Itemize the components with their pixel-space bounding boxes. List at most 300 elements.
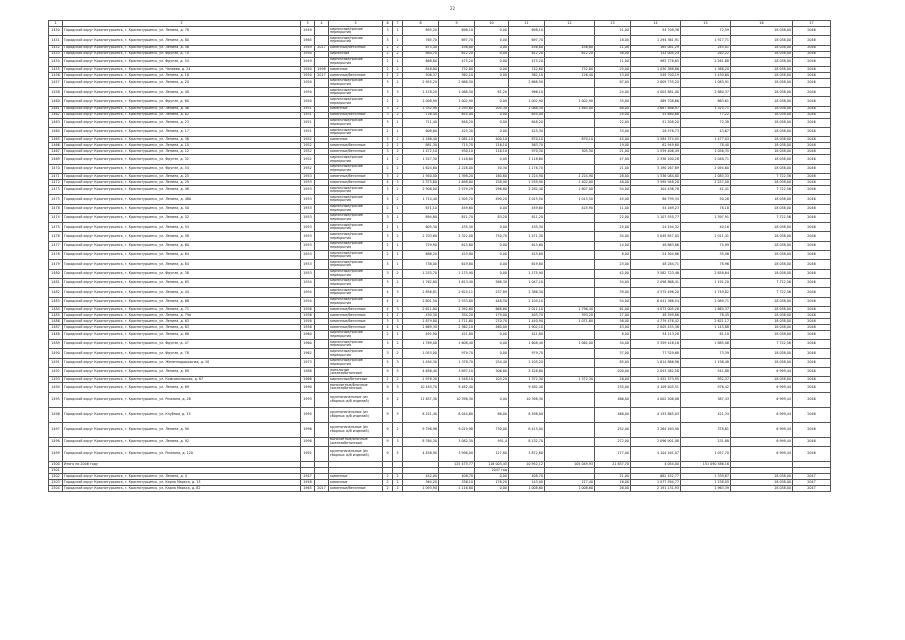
table-cell: 1475: [49, 195, 63, 204]
table-row: [49, 241, 831, 250]
column-number-header: 15: [681, 21, 731, 27]
table-cell: 2: [393, 392, 403, 407]
table-cell: 2 238,05: [681, 479, 731, 485]
table-cell: 2: [383, 330, 393, 339]
table-cell: 2: [393, 164, 403, 173]
table-cell: кирпичные/прочие перекрытия: [329, 288, 383, 297]
table-cell: кирпичные/прочие перекрытия: [329, 36, 383, 45]
table-cell: 1 002,90: [545, 97, 595, 106]
table-cell: 2 669,30: [403, 324, 439, 330]
table-cell: Городской округ Краснотурьинск, г. Краснотурьинск, ул. Ленина, д. 60: [63, 241, 301, 250]
table-cell: [545, 88, 595, 97]
table-cell: 1493: [49, 377, 63, 383]
table-cell: [315, 155, 329, 164]
table-cell: 2046: [793, 149, 831, 155]
table-cell: 2: [393, 485, 403, 491]
table-cell: 1 002,90: [439, 97, 475, 106]
table-cell: 3: [383, 78, 393, 87]
table-cell: 1 253,70: [403, 269, 439, 278]
table-cell: 1: [393, 118, 403, 127]
table-cell: 1458: [49, 88, 63, 97]
table-cell: 1 228,00: [439, 164, 475, 173]
table-cell: кирпичные/прочие перекрытия: [329, 204, 383, 213]
table-cell: 2046: [793, 173, 831, 179]
table-cell: 3: [383, 173, 393, 179]
table-cell: [545, 36, 595, 45]
table-cell: 54 169,23: [631, 204, 681, 213]
column-number-header: 11: [509, 21, 545, 27]
table-cell: 77 329,68: [631, 349, 681, 358]
table-cell: 4 104 161,07: [631, 446, 681, 461]
table-cell: 1456: [49, 72, 63, 78]
table-cell: [315, 330, 329, 339]
table-cell: Городской округ Краснотурьинск, г. Краснотурьинск, ул. Ленина, д. 44: [63, 288, 301, 297]
table-cell: 1504: [49, 485, 63, 491]
table-cell: 0,00: [475, 485, 509, 491]
table-cell: 425,80: [509, 251, 545, 260]
table-cell: 1: [393, 57, 403, 66]
column-number-header: 7: [393, 21, 403, 27]
table-cell: 18 038,00: [731, 358, 793, 367]
table-cell: 1 608,40: [439, 340, 475, 349]
table-cell: 1457: [49, 78, 63, 87]
table-cell: [545, 27, 595, 36]
table-cell: 116 003,45: [475, 461, 509, 467]
table-cell: 0,00: [475, 36, 509, 45]
table-cell: 2: [393, 72, 403, 78]
table-cell: 2046: [793, 312, 831, 318]
table-cell: 0,00: [475, 128, 509, 137]
table-cell: 2: [393, 45, 403, 51]
table-cell: кирпичные/прочие перекрытия: [329, 185, 383, 194]
table-cell: 686,20: [403, 251, 439, 260]
table-cell: 6 999,44: [731, 383, 793, 392]
table-cell: 2047: [793, 473, 831, 479]
table-cell: 2: [383, 473, 393, 479]
table-cell: 1 665,37: [681, 306, 731, 312]
table-cell: 2 880,37: [681, 88, 731, 97]
table-cell: 18 038,00: [731, 251, 793, 260]
table-cell: 1 472,10: [403, 149, 439, 155]
table-cell: 8 132,70: [509, 437, 545, 446]
table-cell: 18 038,00: [731, 223, 793, 232]
table-cell: 0,00: [475, 97, 509, 106]
table-cell: 608,60: [403, 128, 439, 137]
column-number-header: 1: [49, 21, 63, 27]
table-row: [49, 232, 831, 241]
table-cell: 2: [393, 473, 403, 479]
table-cell: 9 798,98: [403, 422, 439, 437]
table-cell: 2046: [793, 383, 831, 392]
table-cell: 9: [383, 422, 393, 437]
table-cell: 2046: [793, 306, 831, 312]
table-cell: 40,16: [681, 223, 731, 232]
table-cell: 2 908,00: [403, 185, 439, 194]
table-cell: Городской округ Краснотурьинск, г. Краснотурьинск, ул. Ленина, д. 29: [63, 179, 301, 185]
table-cell: 1995: [301, 407, 315, 422]
table-cell: 1992: [301, 446, 315, 461]
table-cell: 490,20: [475, 195, 509, 204]
table-cell: 1: [393, 241, 403, 250]
table-cell: [315, 241, 329, 250]
table-cell: [545, 155, 595, 164]
table-cell: 1 762,80: [403, 278, 439, 287]
table-cell: 11,00: [595, 45, 631, 51]
table-cell: 466,00: [595, 407, 631, 422]
table-cell: 4 779 476,42: [631, 318, 681, 324]
table-cell: 619,80: [439, 260, 475, 269]
table-cell: 1949: [301, 27, 315, 36]
table-cell: [315, 349, 329, 358]
table-row: [49, 88, 831, 97]
table-cell: каменные/бетонные: [329, 318, 383, 324]
table-cell: 1481: [49, 278, 63, 287]
column-number-header: 17: [793, 21, 831, 27]
table-cell: 1 015,50: [545, 195, 595, 204]
table-cell: 2 386,30: [509, 288, 545, 297]
table-cell: 1950: [301, 88, 315, 97]
table-cell: 9: [383, 383, 393, 392]
table-cell: 362,10: [439, 72, 475, 78]
table-cell: 1463: [49, 118, 63, 127]
table-cell: 2 048,71: [681, 155, 731, 164]
table-cell: 1488: [49, 330, 63, 339]
table-cell: 1948: [301, 479, 315, 485]
table-cell: 4: [383, 288, 393, 297]
table-cell: [545, 118, 595, 127]
table-cell: 0,00: [475, 392, 509, 407]
table-cell: 1499: [49, 446, 63, 461]
table-cell: 1 178,70: [509, 164, 545, 173]
table-cell: 0,00: [475, 51, 509, 57]
table-cell: 1: [393, 223, 403, 232]
table-cell: 18 038,00: [731, 97, 793, 106]
table-cell: 2: [393, 232, 403, 241]
table-row: [49, 330, 831, 339]
table-cell: 1949: [301, 45, 315, 51]
table-row: [49, 195, 831, 204]
table-cell: 43,67: [681, 128, 731, 137]
table-cell: Городской округ Краснотурьинск, г. Краснотурьинск, ул. Ленина, д. 17: [63, 128, 301, 137]
table-cell: 72,59: [681, 27, 731, 36]
table-row: [49, 340, 831, 349]
table-cell: 18 038,00: [731, 232, 793, 241]
table-cell: 5: [393, 368, 403, 377]
table-cell: 2046: [793, 179, 831, 185]
table-cell: 2 191 131,93: [631, 485, 681, 491]
table-cell: [315, 27, 329, 36]
table-cell: 563,70: [509, 143, 545, 149]
table-cell: 4: [383, 324, 393, 330]
table-cell: [545, 407, 595, 422]
table-cell: 28,00: [595, 377, 631, 383]
table-cell: Городской округ Краснотурьинск, г. Краснотурьинск, ул. Ленина, д. 36: [63, 137, 301, 143]
table-cell: 116,10: [475, 149, 509, 155]
table-cell: 1 175,90: [509, 269, 545, 278]
table-cell: 1 613,40: [439, 278, 475, 287]
table-cell: 1: [393, 260, 403, 269]
table-cell: 1 077 594,77: [631, 479, 681, 485]
table-cell: 33,00: [595, 128, 631, 137]
table-cell: 61,10: [681, 330, 731, 339]
table-cell: 2046: [793, 27, 831, 36]
table-cell: 56,00: [595, 318, 631, 324]
table-cell: 1477: [49, 241, 63, 250]
table-cell: [545, 358, 595, 367]
table-cell: 8 598,00: [509, 407, 545, 422]
table-cell: 2: [393, 97, 403, 106]
table-cell: 1953: [301, 195, 315, 204]
table-cell: [545, 164, 595, 173]
table-row: [49, 437, 831, 446]
table-cell: 2: [383, 143, 393, 149]
table-cell: 2: [383, 57, 393, 66]
table-cell: 1 608,40: [509, 340, 545, 349]
table-cell: 1 057,70: [681, 446, 731, 461]
column-number-header: 8: [403, 21, 439, 27]
table-cell: 11,00: [595, 57, 631, 66]
table-cell: 67,00: [595, 78, 631, 87]
table-cell: 0,00: [475, 251, 509, 260]
table-cell: 2: [383, 241, 393, 250]
table-cell: 1482: [49, 288, 63, 297]
table-cell: 0,00: [475, 223, 509, 232]
table-cell: 1953: [301, 213, 315, 222]
table-cell: 2046: [793, 422, 831, 437]
table-cell: 0,00: [475, 473, 509, 479]
table-cell: 7 722,56: [731, 213, 793, 222]
table-cell: 1960: [301, 340, 315, 349]
table-cell: 1 068,50: [439, 88, 475, 97]
table-cell: 0,00: [475, 241, 509, 250]
table-cell: 2: [383, 72, 393, 78]
table-cell: 1953: [301, 269, 315, 278]
table-cell: 8 415,00: [509, 422, 545, 437]
table-cell: 0,00: [475, 340, 509, 349]
table-cell: [315, 223, 329, 232]
table-cell: 1 372,30: [545, 377, 595, 383]
table-cell: Городской округ Краснотурьинск, г. Краснотурьинск, ул. Ленина, д. 71: [63, 306, 301, 312]
table-cell: 18 038,00: [731, 377, 793, 383]
table-cell: кирпичные/прочие перекрытия: [329, 269, 383, 278]
table-cell: 1 378,70: [439, 358, 475, 367]
column-number-header: 9: [439, 21, 475, 27]
table-cell: 2 257,00: [681, 179, 731, 185]
table-cell: 2 611,80: [403, 306, 439, 312]
table-cell: [315, 407, 329, 422]
table-cell: 2: [383, 51, 393, 57]
table-cell: 54 709,38: [631, 27, 681, 36]
table-cell: 1 008,90: [403, 97, 439, 106]
table-cell: 1 336 084,80: [631, 173, 681, 179]
table-cell: 1990: [301, 383, 315, 392]
table-cell: 2 011,41: [681, 232, 731, 241]
table-cell: [545, 422, 595, 437]
table-cell: 2047 год: [475, 467, 509, 473]
table-cell: 2046: [793, 195, 831, 204]
table-cell: Городской округ Краснотурьинск, г. Краснотурьинск, ул. Ленина, д. 48: [63, 185, 301, 194]
table-cell: каменные: [329, 473, 383, 479]
table-cell: 1453: [49, 51, 63, 57]
table-cell: монолитные/блочные (железобетонные): [329, 383, 383, 392]
table-cell: 9: [383, 368, 393, 377]
table-cell: 1 624,60: [403, 164, 439, 173]
table-cell: 2 809 735,20: [631, 78, 681, 87]
table-cell: 2 011,10: [509, 306, 545, 312]
table-cell: 2: [383, 66, 393, 72]
table-cell: кирпичные/прочие перекрытия: [329, 349, 383, 358]
table-cell: [545, 232, 595, 241]
table-cell: 765,70: [403, 36, 439, 45]
table-cell: 13,00: [595, 72, 631, 78]
table-cell: 48,00: [595, 179, 631, 185]
table-cell: 619,80: [509, 260, 545, 269]
table-cell: 362,10: [509, 72, 545, 78]
table-cell: 729,90: [403, 241, 439, 250]
table-cell: 9 482,40: [509, 383, 545, 392]
table-cell: 4 054,00: [631, 461, 681, 467]
table-cell: 811,70: [439, 213, 475, 222]
table-cell: 9: [383, 407, 393, 422]
table-cell: [315, 78, 329, 87]
table-cell: 88,00: [595, 106, 631, 112]
table-cell: 1952: [301, 143, 315, 149]
table-cell: 1950: [301, 72, 315, 78]
column-number-header: 14: [631, 21, 681, 27]
table-cell: 2 094,60: [681, 164, 731, 173]
table-cell: 54,00: [595, 297, 631, 306]
table-cell: 1476: [49, 232, 63, 241]
table-cell: 151 090 586,16: [681, 461, 731, 467]
table-cell: Городской округ Краснотурьинск, г. Краснотурьинск, ул. Ленина, д. 80: [63, 36, 301, 45]
table-cell: Городской округ Краснотурьинск, г. Краснотурьинск, ул. Чапаева, д. 24: [63, 66, 301, 72]
table-cell: 10 183,70: [403, 383, 439, 392]
table-cell: 3: [383, 36, 393, 45]
table-cell: 177,00: [595, 446, 631, 461]
table-cell: 668,80: [403, 57, 439, 66]
table-cell: кирпичные/бетонные: [329, 377, 383, 383]
table-cell: 4 575 496,20: [631, 288, 681, 297]
table-cell: 1 917,71: [681, 36, 731, 45]
table-cell: кирпичные/прочие перекрытия: [329, 97, 383, 106]
table-cell: 541,88: [681, 368, 731, 377]
table-cell: 2: [393, 149, 403, 155]
table-cell: 378,61: [681, 422, 731, 437]
table-cell: кирпичные/прочие перекрытия: [329, 57, 383, 66]
table-cell: 78,18: [681, 204, 731, 213]
table-cell: Городской округ Краснотурьинск, г. Краснотурьинск, ул. Ленина, д. 52: [63, 213, 301, 222]
table-cell: 105 049,93: [545, 461, 595, 467]
table-cell: [315, 269, 329, 278]
table-cell: 456,80: [545, 45, 595, 51]
table-cell: Городской округ Краснотурьинск, г. Краснотурьинск, ул. Фрунзе, д. 60: [63, 97, 301, 106]
table-cell: 2: [383, 479, 393, 485]
table-cell: 730,00: [475, 422, 509, 437]
table-cell: 1973: [301, 358, 315, 367]
table-cell: Городской округ Краснотурьинск, г. Краснотурьинск, ул. Карла Маркса, д. 13: [63, 479, 301, 485]
table-cell: 1998: [315, 66, 329, 72]
table-cell: 1: [393, 330, 403, 339]
table-cell: 1 711,60: [439, 318, 475, 324]
table-cell: 47,00: [595, 155, 631, 164]
table-cell: 10 398,30: [509, 392, 545, 407]
table-cell: 2046: [793, 349, 831, 358]
table-cell: 78,45: [681, 312, 731, 318]
table-cell: 1 505,70: [439, 195, 475, 204]
table-cell: 143,00: [509, 479, 545, 485]
table-cell: каменные/бетонные: [329, 143, 383, 149]
table-cell: 671,10: [403, 204, 439, 213]
table-cell: 24,00: [595, 88, 631, 97]
table-cell: 2046: [793, 407, 831, 422]
table-cell: кирпичные/прочие перекрытия: [329, 155, 383, 164]
table-cell: 1485: [49, 312, 63, 318]
table-cell: 4 003 881,00: [631, 88, 681, 97]
table-cell: 231,88: [681, 437, 731, 446]
table-cell: 336,10: [439, 479, 475, 485]
table-cell: кирпичные/прочие перекрытия: [329, 260, 383, 269]
table-cell: 895,20: [403, 27, 439, 36]
table-cell: [545, 288, 595, 297]
table-cell: 930,10: [439, 149, 475, 155]
table-cell: 1953: [301, 251, 315, 260]
table-cell: [315, 383, 329, 392]
table-cell: 1960: [301, 330, 315, 339]
table-cell: 1951: [301, 106, 315, 112]
table-row: [49, 204, 831, 213]
table-cell: 1455: [49, 66, 63, 72]
table-cell: 1 116,80: [439, 485, 475, 491]
table-cell: Городской округ Краснотурьинск, г. Краснотурьинск, ул. Ленина, д. 84: [63, 260, 301, 269]
table-cell: 0,00: [475, 112, 509, 118]
table-cell: [315, 57, 329, 66]
table-cell: Городской округ Краснотурьинск, г. Краснотурьинск, ул. Ленина, д. 50: [63, 204, 301, 213]
table-cell: 5: [393, 446, 403, 461]
table-cell: 205,30: [475, 106, 509, 112]
table-cell: 1498: [49, 437, 63, 446]
table-cell: кирпичные/прочие перекрытия: [329, 340, 383, 349]
table-cell: 18 038,00: [731, 473, 793, 479]
table-cell: 1 008,60: [545, 485, 595, 491]
table-cell: 6 999,44: [731, 368, 793, 377]
table-cell: 2 096 901,08: [631, 437, 681, 446]
table-cell: 4: [393, 324, 403, 330]
table-cell: 1503: [49, 479, 63, 485]
table-cell: 2 293,60: [439, 106, 475, 112]
table-cell: 738,00: [403, 260, 439, 269]
table-cell: 0,00: [475, 349, 509, 358]
table-cell: 21,00: [595, 27, 631, 36]
table-cell: 970,30: [509, 149, 545, 155]
table-cell: 3: [383, 112, 393, 118]
table-cell: 460,00: [475, 324, 509, 330]
table-cell: 612,20: [509, 51, 545, 57]
table-cell: 2 261,88: [681, 57, 731, 66]
table-cell: 7 722,56: [731, 340, 793, 349]
table-cell: 1454: [49, 57, 63, 66]
table-cell: каменные/бетонные: [329, 149, 383, 155]
table-cell: 2046: [793, 88, 831, 97]
table-cell: [545, 241, 595, 250]
table-cell: Городской округ Краснотурьинск, г. Краснотурьинск, ул. Ленина, д. 54: [63, 223, 301, 232]
table-cell: 870,10: [509, 137, 545, 143]
table-cell: [315, 358, 329, 367]
table-cell: [315, 213, 329, 222]
table-cell: каменные/бетонные: [329, 324, 383, 330]
table-cell: 615,60: [509, 241, 545, 250]
table-cell: Городской округ Краснотурьинск, г. Краснотурьинск, ул. Ленина, д. 25: [63, 173, 301, 179]
table-cell: 459,60: [439, 204, 475, 213]
